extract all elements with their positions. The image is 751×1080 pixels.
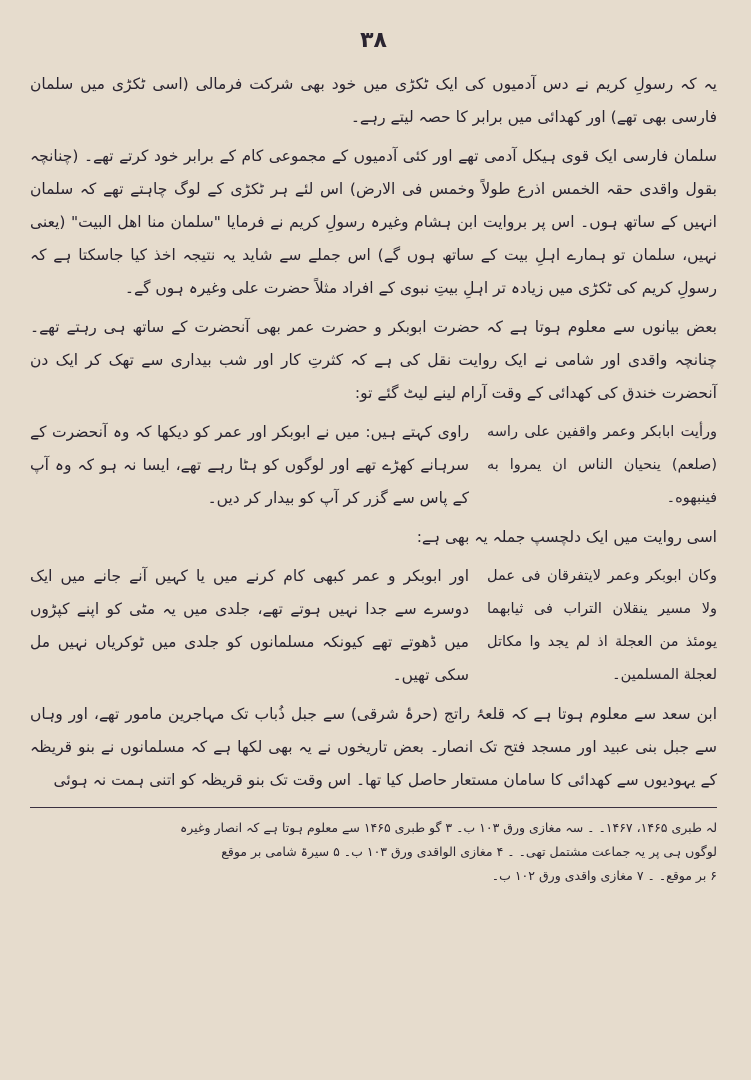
paragraph-closing: ابن سعد سے معلوم ہوتا ہے کہ قلعۂ راتج (حرۂ شرقی) سے جبل ذُباب تک مہاجرین مامور تھے، اور وہاں سے جبل بنی عبید اور مسجد فتح تک انصار۔ بعض تاریخوں نے یہ بھی لکھا ہے کہ مسلمانوں نے بنو قریظہ کے یہودیوں سے کھدائی کا سامان مستعار حاصل کیا تھا۔ اس وقت تک بنو قریظہ کو اتنی ہمت نہ ہوئی [30, 705, 717, 789]
page-number: ۳۸ [360, 28, 387, 53]
paragraph-3: بعض بیانوں سے معلوم ہوتا ہے کہ حضرت ابوبکر و حضرت عمر بھی آنحضرت کے ساتھ ہی رہتے تھے۔ چنانچہ واقدی اور شامی نے ایک روایت نقل کی ہے کہ کثرتِ کار اور شب بیداری سے تھک کر ایک دن آنحضرت خندق کی کھدائی کے وقت آرام لینے لیٹ گئے تو: [30, 318, 717, 402]
quote-block-2 [30, 560, 717, 692]
footnote-line: لوگوں ہی پر یہ جماعت مشتمل تھی۔ ۔ ۴ مغازی الواقدی ورق ۱۰۳ ب۔ ۵ سیرۃ شامی بر موقع [221, 844, 717, 859]
paragraph-2: سلمان فارسی ایک قوی ہیکل آدمی تھے اور کئی آدمیوں کے مجموعی کام کے برابر خود کرتے تھے۔ (چنانچہ بقول واقدی حقہ الخمس اذرع طولاً وخمس فی الارض) اس لئے ہر ٹکڑی کے لوگ چاہتے تھے کہ سلمان انہیں کے ساتھ ہوں۔ اس پر بروایت ابن ہشام وغیرہ رسولِ کریم نے فرمایا "سلمان منا اهل البیت" (یعنی نہیں، سلمان تو ہمارے اہلِ بیت کے ساتھ ہوں گے) اس جملے سے شاید یہ نتیجہ اخذ کیا جاسکتا ہے کہ رسولِ کریم کی ٹکڑی میں زیادہ تر اہلِ بیتِ نبوی کے افراد مثلاً حضرت علی وغیرہ ہوں گے۔ [30, 147, 717, 297]
paragraph-intro-2: اسی روایت میں ایک دلچسپ جملہ یہ بھی ہے: [416, 528, 717, 546]
quote-2-arabic: وکان ابوبکر وعمر لایتفرقان فی عمل ولا مسیر ینقلان التراب فی ثیابهما یومئذ من العجلة اذ لم یجد وا مکاتل لعجلة المسلمین۔ [487, 568, 717, 683]
quote-block-1 [30, 416, 717, 515]
footnote-line: لہ طبری ۱۴۶۵، ۱۴۶۷۔ ۔ سہ مغازی ورق ۱۰۳ ب۔ ۳ گو طبری ۱۴۶۵ سے معلوم ہوتا ہے کہ انصار وغیرہ [179, 820, 717, 835]
footnote-line: ۶ بر موقع۔ ۔ ۷ مغازی واقدی ورق ۱۰۲ ب۔ [491, 868, 717, 883]
footnotes [30, 816, 717, 888]
main-text [30, 68, 717, 797]
quote-1-arabic: ورأیت ابابکر وعمر واقفین علی راسه (صلعم) ینحیان الناس ان یمروا به فینبهوه۔ [487, 424, 717, 506]
paragraph-1: یہ کہ رسولِ کریم نے دس آدمیوں کی ایک ٹکڑی میں خود بھی شرکت فرمالی (اسی ٹکڑی میں سلمان فارسی بھی تھے) اور کھدائی میں برابر کا حصہ لیتے رہے۔ [30, 75, 717, 126]
footnote-divider [30, 807, 717, 808]
quote-2-urdu: اور ابوبکر و عمر کبھی کام کرنے میں یا کہیں آنے جانے میں ایک دوسرے سے جدا نہیں ہوتے تھے، جلدی میں یہ مٹی کو اپنے کپڑوں میں ڈھوتے تھے کیونکہ مسلمانوں کو جلدی میں ٹوکریاں نہیں مل سکی تھیں۔ [30, 567, 469, 684]
quote-1-urdu: راوی کہتے ہیں: میں نے ابوبکر اور عمر کو دیکھا کہ وہ آنحضرت کے سرہانے کھڑے تھے اور لوگوں کو ہٹا رہے تھے، ایسا نہ ہو کہ وہ آپ کے پاس سے گزر کر آپ کو بیدار کر دیں۔ [30, 423, 469, 507]
